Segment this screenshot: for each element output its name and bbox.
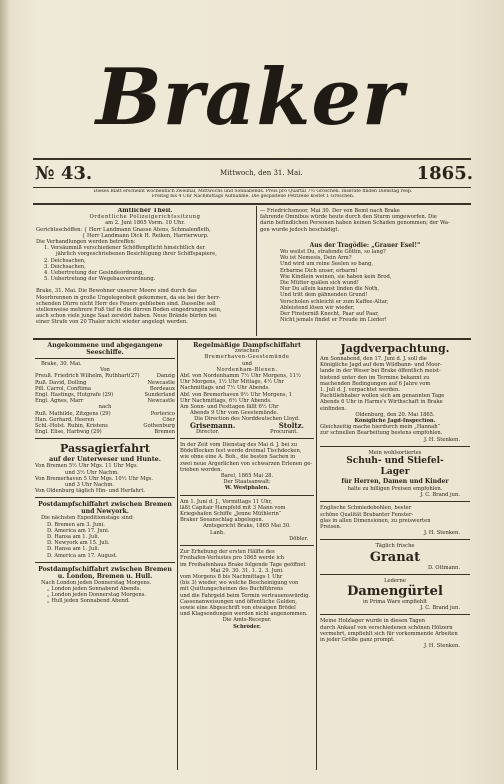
passenger-line: und 3½ Uhr Nachm. [65,469,119,476]
poem-line: Wo ist Nemesis, Dein Arm? [280,255,352,262]
notice-line: vom Morgens 8 bis Nachmittags 1 Uhr [180,573,283,580]
ship-port: Danzig [156,373,175,380]
subscription-rule [33,203,471,205]
dateline-rule [33,187,471,188]
post1-line: D. Newyork am 15. Juli. [47,540,110,547]
subscription-line: Dieses Blatt erscheint wöchentlich zweimal, Mittwochs und Sonnabends. Preis pro Quartal 7½ Groschen. Inserate finden Dienstag resp. [93,189,413,194]
signature-title: Procurant. [270,428,298,435]
post1-line: Die nächsten Expeditionstage sind: [41,515,134,522]
notice-line: Mai 29. 30. 31. 1. 2. 3. Juni. [210,567,284,574]
poem-line: Und wird um reine Seelen so bang, [280,261,373,268]
steamship-sub: und [241,360,252,367]
dateline [35,160,473,186]
ad-line: Granat [369,549,421,565]
post2-line: „ London jeden Donnerstag Morgens. [47,592,147,599]
ad-line: Mein wohlsortiertes [368,449,422,456]
notice-line: Amtsgericht Brake, 1865 Mai 30. [203,523,291,530]
column-3 [320,342,470,767]
notice-line: In der Zeit vom Dienstag des Mai d. J. bei zu [180,442,298,449]
signature: Schröder. [233,623,261,630]
news-line: — Friedrichsmoor, Mai 30. Der von Bemt nach Brake [260,208,400,214]
ad-line: bietend unter den im Termine bekannt zu [320,374,430,381]
poem-line: Wo weilst Du, strafende Göttin, so lang? [280,249,386,256]
signature: Grisemann. [190,420,236,430]
rule [320,501,470,502]
steamship-title: Regelmäßige Dampfschiffahrt [193,342,301,349]
ad-line: Schuh- und Stiefel- [346,456,444,467]
rule [35,438,175,439]
rule [320,574,470,575]
notice-line: Lanb. [210,529,225,536]
notice-line: Barel, 1865 Mai 28. [220,473,274,480]
ad-line: vermehrt, empfiehlt sich für vorkommende Arbeiten [320,630,458,637]
rule [320,614,470,615]
notice-line: (bis 3) wieder, wo welche Bescheinigung von [180,580,299,587]
ship-port: Cöer [162,416,175,423]
steamship-sub: Bremerhaven-Geestemünde [204,354,290,361]
ship-name: Han. Gerhard, Heeren [35,416,95,423]
poem-line: Die Mütter quälen sich wund! [280,280,359,287]
passenger-line: Von Bremen 5½ Uhr Mgs. 11 Uhr Mgs. [35,463,139,470]
ad-line: glas in allen Dimensionen, zu preiswerten [320,517,431,524]
ad-line: Meine Holzlager wurde in diesen Tagen [320,618,426,625]
rule [180,545,314,546]
column-divider [316,340,317,770]
ships-subhead: Von [100,367,110,374]
subscription-line: Freitag bis 4 Uhr Nachmittags Aufnahme. Die gespaltene Petitzeile kostet 1 Groschen. [151,194,355,200]
ship-port: Gothenburg [143,423,175,430]
ad-line: Täglich frische [375,543,415,550]
passenger-line: Von Oldenburg täglich Hin- und Herfahrt. [35,488,146,495]
steamship-line: Abf. von Nordenhamm 7½ Uhr Morgens, 11½ [180,373,301,380]
steamship-line: Abf. von Bremerhaven 9½ Uhr Morgens, 1 [180,391,293,398]
notice-line: 4. Uebertretung der Gesindeordnung, [44,270,144,277]
ad-line: für Herren, Damen und Kinder [341,478,449,486]
official-notice [36,208,254,333]
ad-line: J. H. Stenken. [423,643,460,650]
steamship-line: Nachmittags und 7½ Uhr Abends. [180,385,270,392]
notice-line: Gerichtsschöffen: { Herr Landmann Gnasse Atens, Schmalenfleth, [36,226,211,233]
notice-line: jährlich vorgeschriebenen Besichtigung ihrer Schiffspapiere, [56,251,217,258]
ad-line: Lederne [384,577,406,584]
ad-line: J. H. Stenken. [423,436,460,443]
ship-port: Sunderland [144,392,175,399]
notice-paragraph-line: auch schon viele junge Saat zerstört haben. Neue Brände bürfen bei [36,313,217,320]
ship-name: Engl. Elise, Harbwig (29) [35,429,102,436]
column-2 [180,342,314,767]
ship-port: Newcastle [147,398,175,405]
notice-line: 3. Deichsachen, [44,263,86,270]
ad-line: 1. Juli d. J. verpachtet werden. [320,387,400,394]
steamship-line: Am Sonn- und Festtagen fällt 6½ Uhr [180,404,279,411]
notice-line: mit Quittungscheinen des Buchführens [180,586,284,593]
news-line: gen wurde jedoch beschädigt. [260,226,340,233]
post1-line: D. Bremen am 3. Juni. [47,521,105,528]
notice-paragraph-line: schenden Dürre nicht Herr des Feuers geblieben sind. Dasselbe soll [36,300,216,307]
issue-year: 1865. [416,163,473,184]
notice-line: Bödelflocken fest werde dreimal Tischdecken, [180,448,302,455]
notice-line: zwei neue Ärgerlichen von schwarzen Erlenen ge- [180,460,313,467]
ad-line: lande in der Weser bei Brake öffentlich meist- [320,368,441,375]
rule [180,438,314,439]
ships-list [35,373,175,435]
post1-line: D. America am 17. Juni. [47,527,110,534]
poem-line: Der Finsterniß Knecht, Paar auf Paar, [280,311,379,318]
poem-line: Nicht jemals findet er Freude im Lieder! [280,317,387,324]
rule [320,446,470,447]
post2-title: Postdampfschiffahrt zwischen Bremen u. London, Bremen u. Hull. [38,565,172,580]
subscription-info [35,189,471,202]
passenger-line: und 3 Uhr Nachm. [65,482,114,489]
ad-line: D. Ottmann. [427,564,460,571]
rule [35,497,175,498]
ships-place: Brake, 30. Mai. [41,361,82,367]
notice-line: und die Fahrgeld beim Termin vertrauenswürdig. [180,592,311,599]
signature: Döbler. [289,535,308,542]
ad-line: einfinden. [320,405,347,412]
notice-line: wie ohne eine A. Boh., die besten Sachen in [180,454,296,461]
poem-line: Wie Kindlein weinen, sie haben kein Brod, [280,273,392,280]
notice-line: Freihafen-Verlustes pro 1865 werde ich [180,555,285,562]
notice-line: Am 1. Juni d. J., Vormittags 11 Uhr, [180,498,273,505]
ad-line: J. C. Brand jun. [420,492,460,499]
post1-line: D. America am 17. August. [47,552,118,559]
steamship-line: Uhr Nachmittags, 6½ Uhr Abends. [180,397,272,404]
masthead-title: Braker [95,52,405,143]
ship-port: Bordeaux [149,385,175,392]
signature: Stoltz. [278,420,304,430]
ship-name: Preuß. Friedrich Wilhelm, Ruthhart(27) [35,373,140,380]
notice-line: W. Westphalen. [224,485,270,492]
ship-port: Bremen [154,429,175,436]
passenger-title: Passagierfahrt [59,442,150,456]
passenger-subtitle: auf der Unterweser und Hunte. [49,455,161,464]
ad-line: Englische Schmiedebohlen, bester [320,505,412,512]
column-divider [256,206,257,336]
poem-line: Und tritt dem gähnenden Grund! [280,292,368,299]
post2-line: „ Hull jeden Sonnabend Abend. [47,598,130,605]
steamship-line: Abends 9 Uhr vom Geestemünde. [190,410,279,417]
column-1 [35,342,175,767]
rule [320,539,470,540]
notice-paragraph-line: einer Strafe von 20 Thaler nicht wieder angelegt werden. [36,319,188,326]
notice-line: Braker Seeanschlag abgelegen. [180,517,264,524]
ship-row [35,429,175,435]
post2-line: „ London jeden Sonnabend Abends. [47,586,142,593]
notice-line: { Herr Landmann Dick H. Reiken, Harrierwurp. [82,232,209,239]
post1-line: D. Hansa am 1. Juli. [47,546,100,553]
poem-title: Aus der Tragödie: „Grauer Esel!“ [309,241,421,249]
notice-line: Kriegshafen Schiffe „Jenne Müthlerin“ [180,511,282,518]
ad-line: in jeder Größe ganz prompt. [320,637,395,644]
rule [35,358,175,359]
ad-line: J. C. Brand jun. [420,605,460,612]
notice-line: Zur Erhebung der ersten Hälfte des [180,549,275,556]
poem-body [260,249,470,323]
section-rule [33,338,471,340]
ship-port: Newcastle [147,379,175,386]
post1-title: Postdampfschiffahrt zwischen Bremen und Newyork. [38,501,172,516]
poem-line: Ableistend lösen wir wieder, [280,304,355,311]
ad-line: machenden Bedingungen auf 6 Jahre vom [320,380,431,387]
ad-line: Abends 6 Uhr in Harms's Wirthschaft in Brake [320,399,443,406]
signature-titles [180,429,314,435]
ad-line: Damengürtel [347,584,443,600]
ship-name: Pill. Carrol, Conftima [35,385,91,392]
ship-name: Ruß. David, Dolling [35,379,87,386]
poem-line: Nur Du allein kannst linden die Noth, [280,286,380,293]
news-section [260,208,470,336]
ad-line: durch Ankauf von verschiedenen schönen Hölzern [320,624,453,631]
ad-line: Preisen. [320,524,342,531]
ship-port: Porterico [150,410,175,417]
ad-line: Königliche Jagd auf dem Wildbann- und Moor- [320,362,442,369]
notice-subtitle: am 2. Juni 1865 Vorm. 10 Uhr. [105,220,185,227]
notice-line: Cassenanweisungen und öffentliche Gulden, [180,598,297,605]
signature-title: Director. [196,428,220,435]
notice-line: 1. Versäumniß verschiedener Schöffenpflicht hinsichtlich der [44,245,206,252]
notice-paragraph-line: Moorbrennen in große Ungelegenheit gekommen, da sie bei der herr- [36,294,221,301]
steamship-sub: zwischen [234,348,260,355]
news-line: darin befindlichen Personen haben keinen Schaden genommen; der Wa- [260,220,450,227]
notice-paragraph-line: stellenweise mehrere Fuß tief in die dürren Boden eingedrungen sein, [36,307,222,314]
ad-line: Lager [380,467,410,478]
ad-line: halte zu billigen Preisen empfohlen. [347,486,443,493]
post2-line: Nach London jeden Donnerstag Morgens. [41,579,152,586]
ad-line: schöne Qualität Brabanter Fenster- [320,511,414,518]
notice-line: läßt Capitair Hampfeld mit 3 Mann vom [180,504,286,511]
ship-port: nach [98,404,112,411]
ad-line: Oldenburg, den 20. Mai 1865. [355,411,435,418]
poem-line: Erbarme Dich unser, erbarm! [280,267,358,274]
notice-heading: Amtlicher Theil. [117,208,173,214]
notice-line: Die Verhandlungen werden betreffen: [36,239,136,246]
issue-date: Mittwoch, den 31. Mai. [220,169,303,177]
ad-line: Am Sonnabend, den 17. Juni d. J. soll die [320,356,427,362]
ad-line: zur schnellen Bearbeitung bestens empfohlen. [320,430,443,437]
notice-paragraph-line: Brake, 31. Mai. Die Bewohner unserer Moore sind durch das [36,288,197,295]
ship-name: Engl. Hastings, Hutgrafe (29) [35,392,114,399]
steamship-line: Die Direction des Norddeutschen Lloyd. [194,416,300,423]
news-line: fahrende Omnibus würde heute durch den Sturm umgeworfen. Die [260,214,437,221]
notice-line: im Freihafenhaus Brake folgende Tage geöffnet [180,561,306,568]
ad-line: in Prima Ware empfiehlt [362,599,428,606]
notice-line: Die Amts-Recepur. [222,617,272,624]
passenger-line: Von Bremerhaven 5 Uhr Mgs. 10½ Uhr Mgs. [35,475,154,482]
hunting-lease-title: Jagdverpachtung. [340,342,450,355]
notice-line: 2. Deichsachen, [44,257,86,264]
rule [180,495,314,496]
ships-title: Angekommene und abgegangene Seeschiffe. [47,342,163,356]
notice-line: 5. Uebertretung der Wegebauverordnung. [44,276,156,283]
notice-line: Der Staatsanwalt: [223,479,271,486]
notice-line: sowie eine Abgeschrift von etwaigen Brödel [180,604,296,611]
notice-line: trieben worden. [180,466,223,473]
column-divider [177,340,178,770]
ad-line: Pachtliebhaber wollen sich am genannten Tage [320,393,445,400]
steamship-line: Uhr Morgens, 1½ Uhr Mittags, 4½ Uhr [180,379,284,386]
ship-name: Ruß. Mathilde, Zitzgens (29) [35,410,111,417]
ship-name: Schl.-Holst. Rubin, Kristens [35,423,108,430]
post1-line: D. Hansa am 1. Juli. [47,534,100,541]
ad-line: J. H. Stenken. [423,530,460,537]
ad-line: Gleichzeitig mache hierdurch mein „Hannah“ [320,424,441,431]
notice-line: und Klagsendungen werden nicht angenommen. [180,611,308,618]
notice-title: Ordentliche Polizeigerichtssitzung [89,214,201,221]
ad-line: Königliche Jagd-Inspection. [354,418,436,425]
poem-line: Verscholen schleicht er zum Kaffee-Altar, [280,298,389,305]
steamship-sub: Nordenham-Blexen. [216,366,278,373]
ship-name: Engl. Agnes, Marr [35,398,84,405]
rule [35,562,175,563]
issue-number: № 43. [35,163,93,184]
